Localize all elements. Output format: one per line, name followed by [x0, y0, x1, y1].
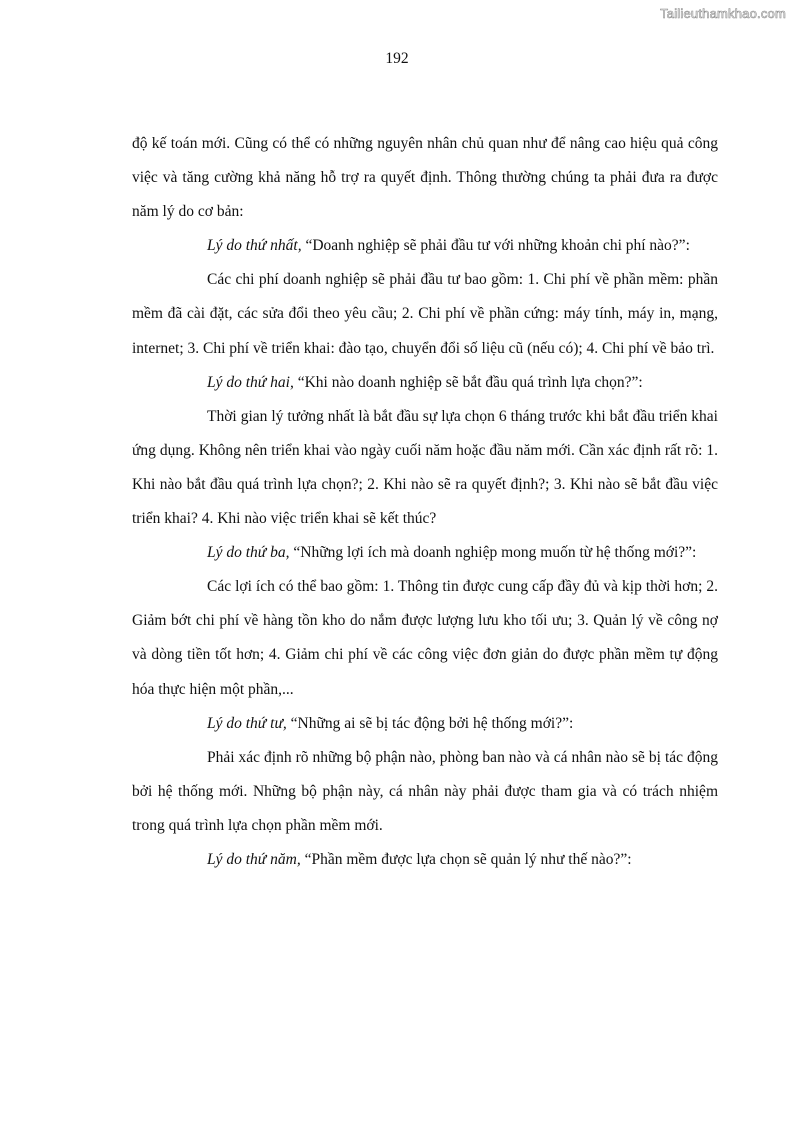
paragraph-timing: Thời gian lý tưởng nhất là bắt đầu sự lựa chọn 6 tháng trước khi bắt đầu triển khai ứng dụng. Không nên triển khai vào ngày cuối năm hoặc đầu năm mới. Cần xác định rất rõ: 1. Khi nào bắt đầu quá trình lựa chọn?; 2. Khi nào sẽ ra quyết định?; 3. Khi nào sẽ bắt đầu việc triển khai? 4. Khi nào việc triển khai sẽ kết thúc?: [132, 407, 718, 528]
reason-label: Lý do thứ ba,: [207, 544, 290, 562]
paragraph-continuation: độ kế toán mới. Cũng có thể có những nguyên nhân chủ quan như để nâng cao hiệu quả công việc và tăng cường khả năng hỗ trợ ra quyết định. Thông thường chúng ta phải đưa ra được năm lý do cơ bản:: [132, 135, 718, 221]
watermark: Tailieuthamkhao.com: [660, 6, 786, 21]
reason-heading-4: [132, 707, 718, 741]
reason-question: “Phần mềm được lựa chọn sẽ quản lý như thế nào?”:: [300, 850, 632, 868]
reason-question: “Doanh nghiệp sẽ phải đầu tư với những khoản chi phí nào?”:: [301, 237, 690, 255]
body-text: [132, 127, 718, 877]
reason-label: Lý do thứ hai,: [207, 373, 294, 391]
reason-heading-2: [132, 366, 718, 400]
paragraph-benefits: Các lợi ích có thể bao gồm: 1. Thông tin được cung cấp đầy đủ và kịp thời hơn; 2. Giảm bớt chi phí về hàng tồn kho do nắm được lượng lưu kho tối ưu; 3. Quản lý về công nợ và dòng tiền tốt hơn; 4. Giảm chi phí về các công việc đơn giản do được phần mềm tự động hóa thực hiện một phần,...: [132, 578, 718, 698]
page-number: 192: [385, 50, 409, 67]
paragraph-costs: Các chi phí doanh nghiệp sẽ phải đầu tư bao gồm: 1. Chi phí về phần mềm: phần mềm đã cài đặt, các sửa đổi theo yêu cầu; 2. Chi phí về phần cứng: máy tính, máy in, mạng, internet; 3. Chi phí về triển khai: đào tạo, chuyển đổi số liệu cũ (nếu có); 4. Chi phí về bảo trì.: [132, 271, 718, 357]
reason-label: Lý do thứ năm,: [207, 850, 301, 868]
reason-heading-5: [132, 843, 718, 877]
reason-question: “Khi nào doanh nghiệp sẽ bắt đầu quá trình lựa chọn?”:: [293, 373, 643, 391]
reason-heading-3: [132, 536, 718, 570]
reason-question: “Những ai sẽ bị tác động bởi hệ thống mới?”:: [286, 714, 574, 732]
reason-heading-1: [132, 229, 718, 263]
paragraph-stakeholders: Phải xác định rõ những bộ phận nào, phòng ban nào và cá nhân nào sẽ bị tác động bởi hệ thống mới. Những bộ phận này, cá nhân này phải được tham gia và có trách nhiệm trong quá trình lựa chọn phần mềm mới.: [132, 748, 718, 834]
reason-question: “Những lợi ích mà doanh nghiệp mong muốn từ hệ thống mới?”:: [289, 544, 697, 562]
reason-label: Lý do thứ tư,: [207, 714, 287, 732]
reason-label: Lý do thứ nhất,: [207, 237, 302, 255]
